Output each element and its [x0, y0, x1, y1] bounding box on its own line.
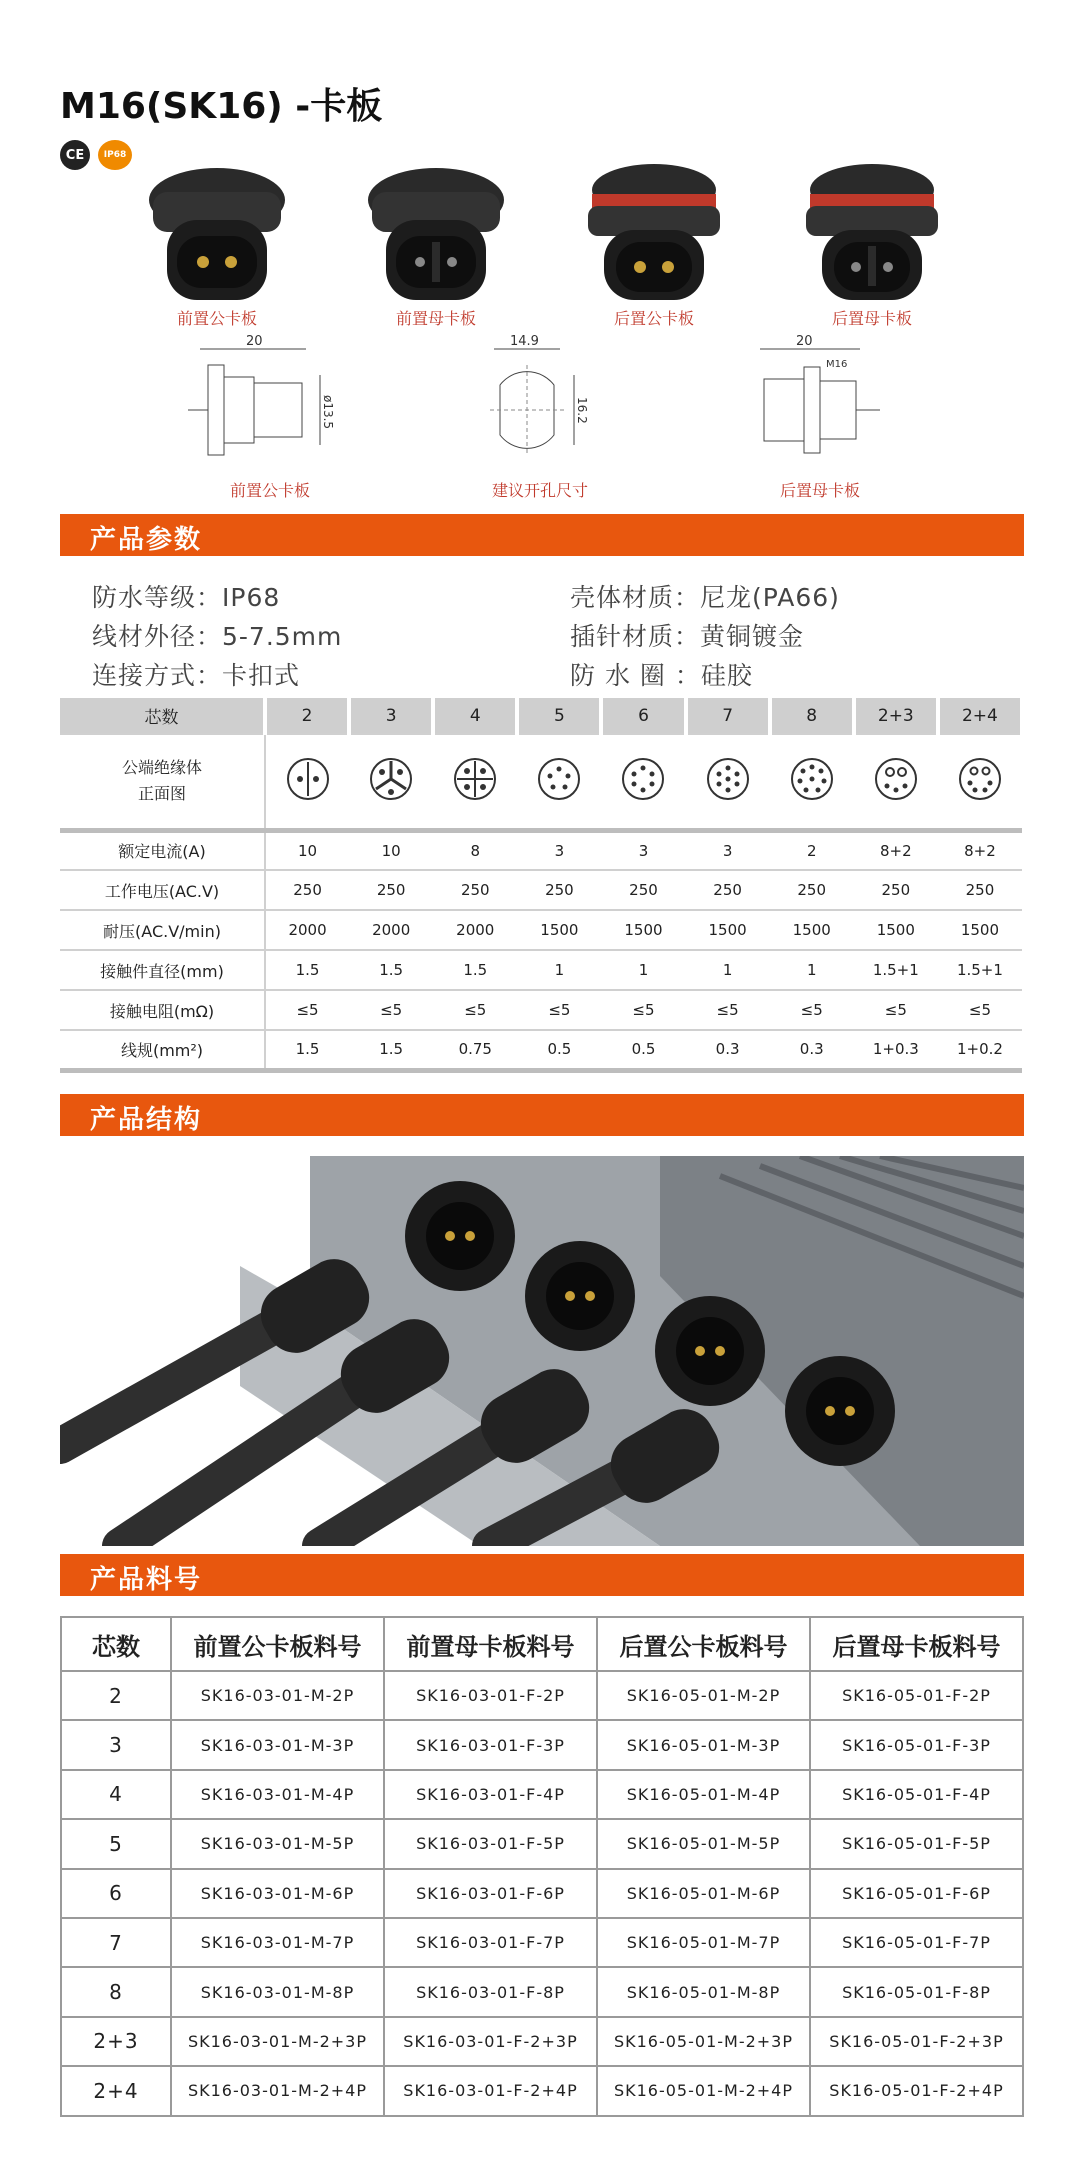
param-connection: 连接方式：卡扣式 [92, 661, 301, 690]
pin-layout-5-icon [536, 756, 582, 802]
part-number: SK16-03-01-M-2P [171, 1671, 384, 1720]
page-title: M16(SK16) -卡板 [60, 86, 383, 127]
spec-cell: 1500 [517, 910, 601, 950]
part-row [61, 1918, 1023, 1967]
drawing-dim: 16.2 [575, 397, 589, 424]
spec-cell: ≤5 [265, 990, 349, 1030]
part-row [61, 1869, 1023, 1918]
rear-female-drawing-icon [750, 335, 900, 475]
part-header: 后置母卡板料号 [810, 1617, 1023, 1671]
spec-cell: 0.5 [517, 1030, 601, 1070]
spec-cell: 0.75 [433, 1030, 517, 1070]
drawing-dim: 20 [246, 335, 263, 349]
spec-cell: 3 [686, 830, 770, 870]
param-pin: 插针材质：黄铜镀金 [570, 622, 805, 651]
ce-mark-icon: CE [60, 140, 90, 170]
spec-row [60, 910, 1022, 950]
spec-cell: 1+0.3 [854, 1030, 938, 1070]
spec-cell: 1500 [601, 910, 685, 950]
spec-cell: 0.5 [601, 1030, 685, 1070]
pin-layout-8-icon [789, 756, 835, 802]
part-number: SK16-03-01-F-4P [384, 1770, 597, 1819]
spec-cell: ≤5 [517, 990, 601, 1030]
spec-cell: 250 [686, 870, 770, 910]
spec-cell: 8+2 [938, 830, 1022, 870]
spec-cell: 1.5+1 [938, 950, 1022, 990]
spec-cell: 1.5 [265, 1030, 349, 1070]
rear-female-panel-connector-icon [772, 150, 972, 310]
spec-cell: 3 [517, 830, 601, 870]
part-number-table [60, 1616, 1024, 2117]
part-number: SK16-03-01-F-2+4P [384, 2066, 597, 2115]
part-row [61, 1671, 1023, 1720]
part-number: SK16-03-01-M-5P [171, 1819, 384, 1868]
drawing-dim: 20 [796, 335, 813, 349]
part-number: SK16-03-01-M-7P [171, 1918, 384, 1967]
spec-row [60, 950, 1022, 990]
part-number: SK16-05-01-F-8P [810, 1967, 1023, 2016]
param-seal: 防 水 圈 ：硅胶 [570, 661, 753, 690]
core-count: 2 [265, 698, 349, 734]
core-count: 2+4 [938, 698, 1022, 734]
face-label: 正面图 [137, 784, 186, 804]
part-number: SK16-03-01-F-5P [384, 1819, 597, 1868]
pin-layout-6-icon [620, 756, 666, 802]
drawing-dim: ø13.5 [321, 395, 335, 430]
spec-header-label: 芯数 [60, 698, 265, 734]
section-header-partnumbers: 产品料号 [60, 1554, 1024, 1596]
spec-cell: 0.3 [770, 1030, 854, 1070]
part-number: SK16-05-01-M-4P [597, 1770, 810, 1819]
core-count: 4 [433, 698, 517, 734]
core-count: 8 [770, 698, 854, 734]
spec-cell: 1.5 [349, 1030, 433, 1070]
rear-male-panel-connector-icon [554, 150, 754, 310]
spec-cell: ≤5 [433, 990, 517, 1030]
spec-cell: 2000 [349, 910, 433, 950]
spec-cell: ≤5 [770, 990, 854, 1030]
part-number: SK16-05-01-M-8P [597, 1967, 810, 2016]
spec-cell: 250 [854, 870, 938, 910]
part-header: 后置公卡板料号 [597, 1617, 810, 1671]
core-count: 3 [349, 698, 433, 734]
face-view-row [60, 734, 1022, 830]
part-core-count: 2 [61, 1671, 171, 1720]
part-header: 芯数 [61, 1617, 171, 1671]
part-number: SK16-05-01-M-2+3P [597, 2017, 810, 2066]
core-count: 7 [686, 698, 770, 734]
part-core-count: 2+3 [61, 2017, 171, 2066]
part-number: SK16-05-01-F-3P [810, 1720, 1023, 1769]
spec-cell: 1500 [770, 910, 854, 950]
part-number: SK16-05-01-M-7P [597, 1918, 810, 1967]
face-label: 公端绝缘体 [121, 758, 202, 778]
spec-row-label: 耐压(AC.V/min) [60, 910, 265, 950]
spec-row-label: 额定电流(A) [60, 830, 265, 870]
spec-cell: 250 [938, 870, 1022, 910]
param-cable-od: 线材外径：5-7.5mm [92, 622, 343, 651]
spec-table [60, 698, 1024, 1073]
drawing-dim: 14.9 [510, 335, 539, 349]
drawing-dim: M16 [826, 359, 848, 370]
part-number: SK16-05-01-M-6P [597, 1869, 810, 1918]
spec-cell: 250 [770, 870, 854, 910]
spec-cell: 250 [265, 870, 349, 910]
part-number: SK16-03-01-F-3P [384, 1720, 597, 1769]
part-row [61, 1967, 1023, 2016]
spec-cell: 2000 [265, 910, 349, 950]
product-label: 前置公卡板 [176, 309, 257, 328]
spec-row-label: 接触电阻(mΩ) [60, 990, 265, 1030]
core-count: 5 [517, 698, 601, 734]
part-core-count: 2+4 [61, 2066, 171, 2115]
spec-cell: 1 [686, 950, 770, 990]
spec-cell: 1500 [938, 910, 1022, 950]
connectors-on-enclosure-icon [60, 1156, 1024, 1546]
part-number: SK16-03-01-M-8P [171, 1967, 384, 2016]
param-waterproof: 防水等级：IP68 [92, 583, 281, 612]
spec-row [60, 830, 1022, 870]
part-number: SK16-03-01-F-8P [384, 1967, 597, 2016]
spec-cell: 1 [770, 950, 854, 990]
spec-row [60, 990, 1022, 1030]
pin-layout-7-icon [705, 756, 751, 802]
spec-cell: 1.5+1 [854, 950, 938, 990]
spec-cell: 0.3 [686, 1030, 770, 1070]
spec-cell: 1500 [854, 910, 938, 950]
part-number: SK16-05-01-F-6P [810, 1869, 1023, 1918]
core-count: 6 [601, 698, 685, 734]
spec-cell: 1 [517, 950, 601, 990]
spec-row-label: 线规(mm²) [60, 1030, 265, 1070]
part-core-count: 4 [61, 1770, 171, 1819]
spec-header-row [60, 698, 1022, 734]
part-number: SK16-03-01-M-4P [171, 1770, 384, 1819]
part-number: SK16-05-01-F-5P [810, 1819, 1023, 1868]
part-row [61, 2066, 1023, 2115]
pin-layout-3-icon [368, 756, 414, 802]
spec-cell: 1.5 [349, 950, 433, 990]
part-number: SK16-03-01-F-6P [384, 1869, 597, 1918]
part-number: SK16-05-01-F-2P [810, 1671, 1023, 1720]
part-number: SK16-05-01-F-7P [810, 1918, 1023, 1967]
spec-cell: ≤5 [686, 990, 770, 1030]
spec-cell: ≤5 [938, 990, 1022, 1030]
spec-cell: 10 [349, 830, 433, 870]
part-header: 前置公卡板料号 [171, 1617, 384, 1671]
part-number: SK16-05-01-M-3P [597, 1720, 810, 1769]
pin-layout-2-3-icon [873, 756, 919, 802]
ip68-badge-icon: IP68 [98, 140, 132, 170]
part-number: SK16-03-01-M-6P [171, 1869, 384, 1918]
spec-cell: 1 [601, 950, 685, 990]
section-header-params: 产品参数 [60, 514, 1024, 556]
spec-cell: 1.5 [433, 950, 517, 990]
front-male-panel-connector-icon [117, 150, 317, 310]
spec-cell: 8+2 [854, 830, 938, 870]
part-number: SK16-05-01-M-5P [597, 1819, 810, 1868]
part-number: SK16-03-01-F-2P [384, 1671, 597, 1720]
spec-cell: 250 [433, 870, 517, 910]
spec-cell: 2000 [433, 910, 517, 950]
part-number: SK16-03-01-M-2+3P [171, 2017, 384, 2066]
product-label: 前置母卡板 [395, 309, 476, 328]
spec-row-label: 工作电压(AC.V) [60, 870, 265, 910]
spec-cell: 250 [601, 870, 685, 910]
part-header-row [61, 1617, 1023, 1671]
spec-cell: 3 [601, 830, 685, 870]
pin-layout-2-4-icon [957, 756, 1003, 802]
spec-row [60, 870, 1022, 910]
param-housing: 壳体材质：尼龙(PA66) [570, 583, 840, 612]
drawing-label: 建议开孔尺寸 [491, 481, 588, 500]
part-number: SK16-05-01-M-2P [597, 1671, 810, 1720]
pin-layout-2-icon [285, 756, 331, 802]
part-core-count: 8 [61, 1967, 171, 2016]
front-female-panel-connector-icon [336, 150, 536, 310]
spec-cell: 1500 [686, 910, 770, 950]
spec-cell: ≤5 [349, 990, 433, 1030]
product-label: 后置公卡板 [613, 309, 694, 328]
part-core-count: 6 [61, 1869, 171, 1918]
core-count: 2+3 [854, 698, 938, 734]
panel-cutout-drawing-icon [470, 335, 610, 475]
part-number: SK16-05-01-F-2+3P [810, 2017, 1023, 2066]
part-number: SK16-05-01-M-2+4P [597, 2066, 810, 2115]
part-core-count: 3 [61, 1720, 171, 1769]
part-row [61, 1819, 1023, 1868]
spec-cell: 250 [517, 870, 601, 910]
spec-cell: 250 [349, 870, 433, 910]
drawing-label: 前置公卡板 [229, 481, 310, 500]
spec-cell: ≤5 [854, 990, 938, 1030]
part-core-count: 5 [61, 1819, 171, 1868]
spec-cell: 2 [770, 830, 854, 870]
part-row [61, 1720, 1023, 1769]
part-header: 前置母卡板料号 [384, 1617, 597, 1671]
part-row [61, 2017, 1023, 2066]
spec-row [60, 1030, 1022, 1070]
spec-cell: 10 [265, 830, 349, 870]
part-core-count: 7 [61, 1918, 171, 1967]
front-male-drawing-icon [188, 335, 368, 475]
spec-row-label: 接触件直径(mm) [60, 950, 265, 990]
part-number: SK16-03-01-M-2+4P [171, 2066, 384, 2115]
part-number: SK16-05-01-F-2+4P [810, 2066, 1023, 2115]
part-row [61, 1770, 1023, 1819]
section-header-structure: 产品结构 [60, 1094, 1024, 1136]
spec-cell: 8 [433, 830, 517, 870]
drawing-label: 后置母卡板 [779, 481, 860, 500]
part-number: SK16-03-01-F-7P [384, 1918, 597, 1967]
spec-cell: 1.5 [265, 950, 349, 990]
part-number: SK16-05-01-F-4P [810, 1770, 1023, 1819]
spec-cell: ≤5 [601, 990, 685, 1030]
part-number: SK16-03-01-F-2+3P [384, 2017, 597, 2066]
part-number: SK16-03-01-M-3P [171, 1720, 384, 1769]
spec-cell: 1+0.2 [938, 1030, 1022, 1070]
product-label: 后置母卡板 [831, 309, 912, 328]
pin-layout-4-icon [452, 756, 498, 802]
